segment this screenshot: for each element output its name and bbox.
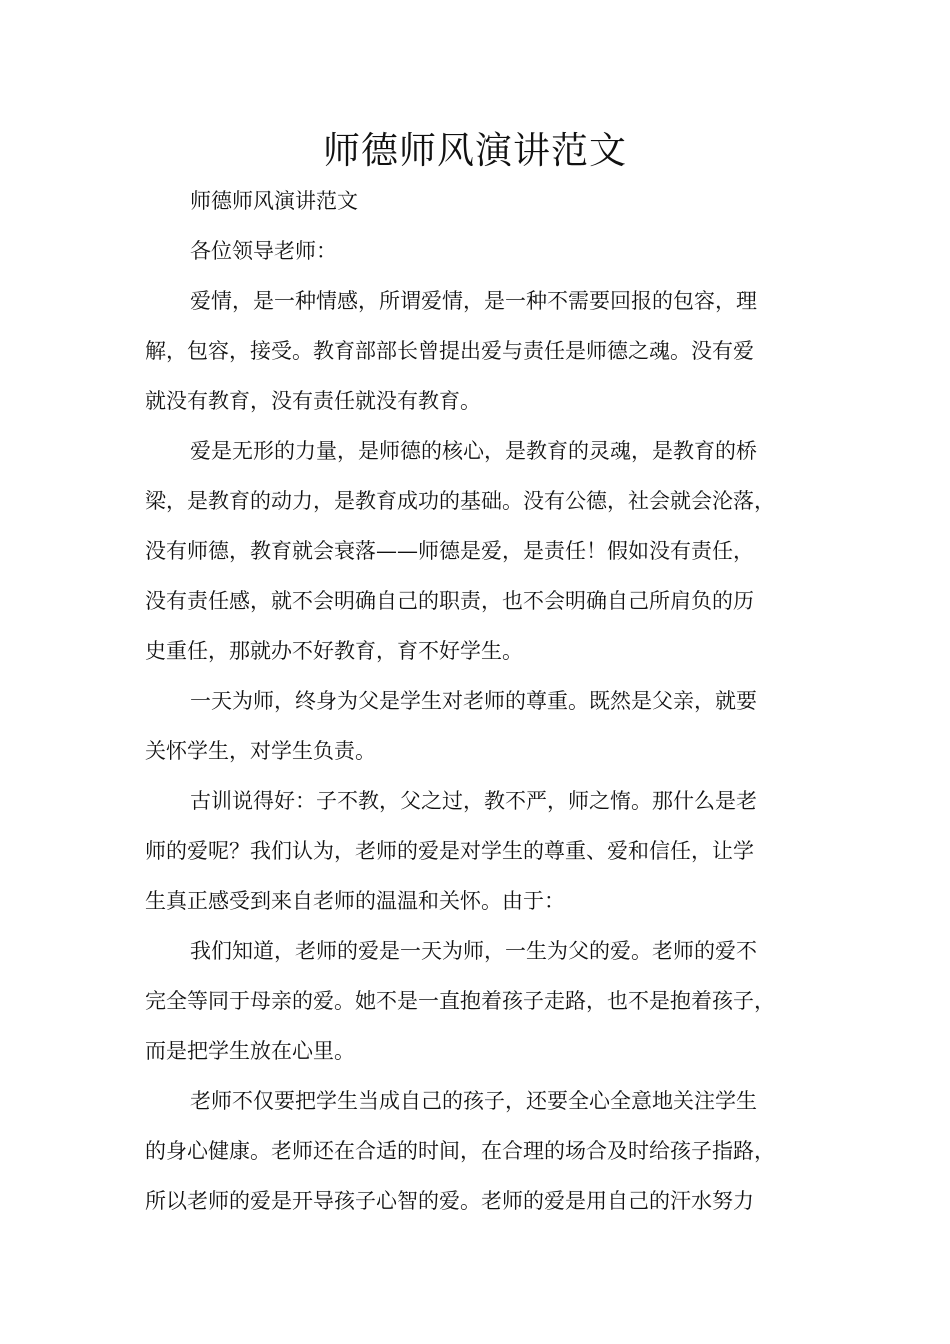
- text-line: 的身心健康。老师还在合适的时间，在合理的场合及时给孩子指路，: [145, 1139, 775, 1163]
- text-line: 古训说得好：子不教，父之过，教不严，师之惰。那什么是老: [190, 789, 757, 813]
- text-line: 爱是无形的力量，是师德的核心，是教育的灵魂，是教育的桥: [190, 439, 757, 463]
- body-paragraph: [145, 276, 815, 426]
- subtitle-paragraph: [145, 176, 815, 226]
- text-line: 没有师德，教育就会衰落——师德是爱，是责任！假如没有责任，: [145, 539, 754, 563]
- text-line: 史重任，那就办不好教育，育不好学生。: [145, 639, 523, 663]
- text-line: 老师不仅要把学生当成自己的孩子，还要全心全意地关注学生: [190, 1089, 757, 1113]
- text-line: 各位领导老师：: [190, 239, 337, 263]
- text-line: 师德师风演讲范文: [190, 189, 358, 213]
- text-line: 我们知道，老师的爱是一天为师，一生为父的爱。老师的爱不: [190, 939, 757, 963]
- text-line: 而是把学生放在心里。: [145, 1039, 355, 1063]
- text-line: 一天为师，终身为父是学生对老师的尊重。既然是父亲，就要: [190, 689, 757, 713]
- text-line: 生真正感受到来自老师的温温和关怀。由于：: [145, 889, 565, 913]
- greeting-paragraph: [145, 226, 815, 276]
- body-paragraph: [145, 1076, 815, 1226]
- body-paragraph: [145, 926, 815, 1076]
- text-line: 所以老师的爱是开导孩子心智的爱。老师的爱是用自己的汗水努力: [145, 1189, 754, 1213]
- body-paragraph: [145, 426, 815, 676]
- text-line: 没有责任感，就不会明确自己的职责，也不会明确自己所肩负的历: [145, 589, 754, 613]
- text-line: 爱情，是一种情感，所谓爱情，是一种不需要回报的包容，理: [190, 289, 757, 313]
- text-line: 梁，是教育的动力，是教育成功的基础。没有公德，社会就会沦落，: [145, 489, 775, 513]
- body-paragraph: [145, 676, 815, 776]
- body-paragraph: [145, 776, 815, 926]
- document-body: [145, 176, 815, 1226]
- text-line: 就没有教育，没有责任就没有教育。: [145, 389, 481, 413]
- text-line: 完全等同于母亲的爱。她不是一直抱着孩子走路，也不是抱着孩子，: [145, 989, 775, 1013]
- text-line: 解，包容，接受。教育部部长曾提出爱与责任是师德之魂。没有爱: [145, 339, 754, 363]
- text-line: 师的爱呢？我们认为，老师的爱是对学生的尊重、爱和信任，让学: [145, 839, 754, 863]
- document-title: 师德师风演讲范文: [323, 129, 627, 172]
- text-line: 关怀学生，对学生负责。: [145, 739, 376, 763]
